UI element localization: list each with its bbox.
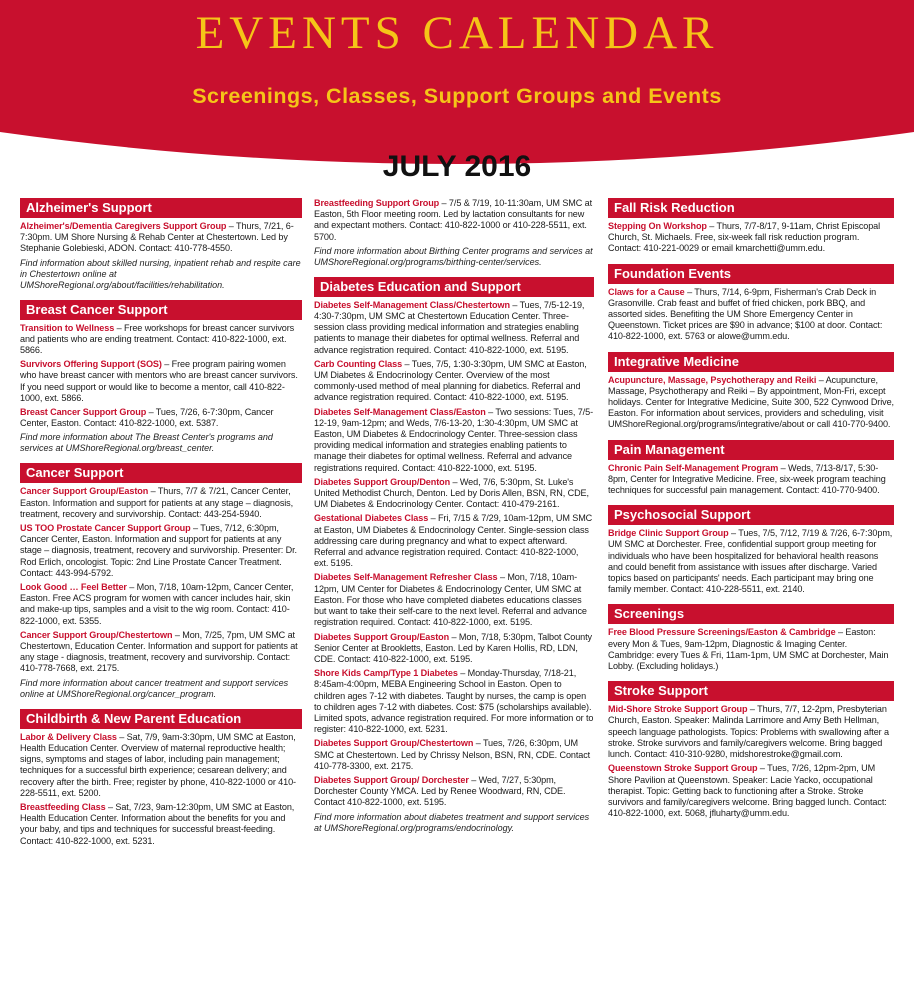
event-details: – Wed, 7/27, 5:30pm, Dorchester County YMCA. Led by Renee Woodward, RN, CDE. Contact 410-822-1000, ext. 5195. (314, 774, 566, 808)
section-heading: Childbirth & New Parent Education (20, 709, 302, 729)
section-heading: Fall Risk Reduction (608, 198, 894, 218)
event-name: Diabetes Support Group/Easton (314, 631, 450, 642)
section-continued (314, 198, 594, 268)
event-entry (608, 627, 894, 672)
event-entry (314, 407, 594, 474)
section-heading: Stroke Support (608, 681, 894, 701)
event-entry (20, 802, 302, 847)
section-heading: Integrative Medicine (608, 352, 894, 372)
section-heading: Cancer Support (20, 463, 302, 483)
event-name: Chronic Pain Self-Management Program (608, 462, 779, 473)
event-entry (608, 528, 894, 595)
event-name: Breast Cancer Support Group (20, 407, 147, 418)
event-details: – Thurs, 7/7-8/17, 9-11am, Christ Episcopal Church, St. Michaels. Free, six-week fall risk reduction program. Contact: 410-221-0029 or email kmarchetti@umm.edu. (608, 221, 881, 254)
event-name: Stepping On Workshop (608, 221, 707, 231)
column-right (608, 198, 894, 828)
section-note: Find information about skilled nursing, inpatient rehab and respite care in Chestertown online at UMShoreRegional.org/about/facilities/rehabilitation. (20, 257, 301, 290)
event-entry (20, 732, 302, 799)
event-details: – Fri, 7/15 & 7/29, 10am-12pm, UM SMC at Easton, UM Diabetes & Endocrinology Center. Single-session class addressing care during pregnancy and what to expect afterward. Referral and advance registration required. Contact: 410-822-1000, ext. 5195. (314, 513, 593, 569)
event-entry (608, 287, 894, 343)
section-integrative-medicine (608, 352, 894, 431)
section-psychosocial-support (608, 505, 894, 595)
event-details: – Mon, 7/18, 10am-12pm, Cancer Center, Easton. Free ACS program for women with cancer includes hair, skin and make-up tips, samples and a visit to the wig room. Contact: 410-822-1000, ext. 5355. (20, 582, 294, 626)
section-heading: Pain Management (608, 440, 894, 460)
event-name: Mid-Shore Stroke Support Group (608, 704, 748, 715)
event-details: – Wed, 7/6, 5:30pm, St. Luke's United Methodist Church, Denton. Led by Doris Allen, BSN, RN, CDE, UM Diabetes & Endocrinology Center. Contact: 410-479-2161. (314, 476, 589, 510)
event-details: – Thurs, 7/7, 12-2pm, Presbyterian Church, Easton. Speaker: Malinda Larrimore and Amy Beth Hellman, speech language pathologists. Topics: Problems with swallowing after a stroke. Stroke survivors and family/caregivers welcome. Bring bagged lunch. Contact: 410-310-9280, midshorestroke@gmail.com. (608, 704, 889, 760)
event-entry (314, 359, 594, 404)
event-entry (20, 323, 302, 357)
event-name: Diabetes Support Group/ Dorchester (314, 774, 469, 785)
event-entry (20, 630, 302, 675)
event-details: – Mon, 7/25, 7pm, UM SMC at Chestertown, Education Center. Information and support for patients at any stage - diagnosis, treatment, recovery and survivorship. Contact: 410-778-7668, ext. 2175. (20, 629, 298, 674)
event-entry (314, 738, 594, 772)
section-cancer-support (20, 463, 302, 699)
section-heading: Diabetes Education and Support (314, 277, 594, 297)
event-details: – Two sessions: Tues, 7/5-12-19, 9am-12pm; and Weds, 7/6-13-20, 1:30-4:30pm, UM SMC at Easton, UM Diabetes & Endocrinology Center. Three-session class providing medical information and strategies enabling patients to manage their diabetes for optimal wellness. Referral and advance registrations required. Contact: 410-822-1000, ext. 5195. (314, 406, 593, 473)
event-details: – Tues, 7/5-12-19, 4:30-7:30pm, UM SMC at Chestertown Education Center. Three-session class providing medical information and strategies enabling patients to manage their diabetes for optimal wellness. Referral and advance registration required. Contact: 410-822-1000, ext. 5195. (314, 299, 585, 355)
section-childbirth-new-parent-education (20, 709, 302, 847)
event-name: Alzheimer's/Dementia Caregivers Support Group (20, 221, 227, 231)
section-screenings (608, 604, 894, 672)
event-entry (314, 775, 594, 809)
event-name: Diabetes Support Group/Chestertown (314, 738, 474, 749)
event-name: Diabetes Support Group/Denton (314, 476, 451, 487)
event-entry (608, 463, 894, 497)
event-name: Free Blood Pressure Screenings/Easton & Cambridge (608, 627, 836, 638)
event-name: Shore Kids Camp/Type 1 Diabetes (314, 668, 458, 679)
event-entry (314, 300, 594, 356)
event-entry (608, 221, 894, 255)
event-details: – Thurs, 7/7 & 7/21, Cancer Center, Easton. Information and support for patients at any stage – diagnosis, treatment, recovery and survivorship. Contact: 443-254-5940. (20, 486, 294, 519)
event-entry (314, 572, 594, 628)
event-details: – Acupuncture, Massage, Psychotherapy and Reiki – By appointment, Mon-Fri, except holidays. Center for Integrative Medicine, Suite 300, 522 Cynwood Drive, Easton. For information about services, providers and scheduling, visit UMShoreRegional.org/programs/integrative/about or call 410-770-9400. (608, 374, 894, 430)
event-entry (20, 486, 302, 520)
event-name: Breastfeeding Class (20, 801, 106, 812)
event-name: Breastfeeding Support Group (314, 198, 440, 208)
event-entry (20, 523, 302, 579)
event-entry (314, 513, 594, 569)
event-entry (608, 763, 894, 819)
event-details: – Tues, 7/12, 6:30pm, Cancer Center, Easton. Information and support for patients at any stage – diagnosis, treatment, recovery and survivorship. Presenter: Dr. Rod Erlich, oncologist. Topic: 2nd Line Prostate Cancer Treatment. Contact: 443-994-5792. (20, 523, 297, 578)
event-details: – Mon, 7/18, 5:30pm, Talbot County Senior Center at Brookletts, Easton. Led by Karen Hollis, RD, LDN, CDE. Contact: 410-822-1000, ext. 5195. (314, 631, 592, 664)
section-heading: Breast Cancer Support (20, 300, 302, 320)
event-details: – Tues, 7/5, 1:30-3:30pm, UM SMC at Easton, UM Diabetes & Endocrinology Center. Overview of the most commonly-used method of meal planning for diabetics. Referral and advance registration required. Contact: 410-822-1000, ext. 5195. (314, 358, 587, 403)
event-name: Carb Counting Class (314, 358, 403, 369)
section-note: Find more information about Birthing Center programs and services at UMShoreRegional.org/programs/birthing-center/services. (314, 245, 593, 267)
event-name: US TOO Prostate Cancer Support Group (20, 523, 191, 534)
event-entry (314, 668, 594, 735)
section-breast-cancer-support (20, 300, 302, 455)
section-stroke-support (608, 681, 894, 819)
section-foundation-events (608, 264, 894, 343)
event-details: – Thurs, 7/21, 6-7:30pm. UM Shore Nursing & Rehab Center at Chestertown. Led by Stephanie Golebieski, ADON. Contact: 410-778-4550. (20, 221, 294, 254)
event-details: – Tues, 7/5, 7/12, 7/19 & 7/26, 6-7:30pm, UM SMC at Dorchester. Free, confidential support group meeting for individuals who have been hospitalized for behavioral health reasons and could benefit from assistance with issues after discharge. Varied topics based on participants' needs. Each participant may bring one family member. Contact: 410-228-5511, ext. 2140. (608, 528, 893, 595)
event-name: Acupuncture, Massage, Psychotherapy and Reiki (608, 374, 817, 385)
event-name: Transition to Wellness (20, 322, 115, 333)
section-alzheimer-s-support (20, 198, 302, 291)
section-fall-risk-reduction (608, 198, 894, 255)
event-details: – Tues, 7/26, 12pm-2pm, UM Shore Pavilion at Queenstown. Speaker: Lacie Yacko, occupational therapist. Topic: Getting back to functioning after a Stroke. Stroke survivors and family/caregivers welcome. Bring bagged lunch. Contact: 410-822-1000, ext. 5068, jfluharty@umm.edu. (608, 763, 887, 819)
event-details: – Tues, 7/26, 6:30pm, UM SMC at Chestertown. Led by Chrissy Nelson, BSN, RN, CDE. Contact 410-778-3300, ext. 2175. (314, 738, 591, 771)
event-name: Queenstown Stroke Support Group (608, 763, 758, 774)
event-details: – Monday-Thursday, 7/18-21, 8:45am-4:00pm, MEBA Engineering School in Easton. Open to children ages 7-12 with diabetes. Taught by nurses, the camp is open to children ages 7-12 with diabetes. Cost: $75 (scholarships available). Limited spots, advance registration required. For more information or to register: 410-822-1000, ext. 5231. (314, 668, 594, 735)
section-heading: Screenings (608, 604, 894, 624)
event-entry (608, 704, 894, 760)
event-name: Diabetes Self-Management Refresher Class (314, 572, 498, 583)
month-heading: JULY 2016 (382, 150, 532, 183)
event-details: – Tues, 7/26, 6-7:30pm, Cancer Center, Easton. Contact: 410-822-1000, ext. 5387. (20, 407, 274, 429)
event-details: – Weds, 7/13-8/17, 5:30-8pm, Center for Integrative Medicine. Free, six-week program teaching techniques for successful pain management. Contact: 410-770-9400. (608, 462, 886, 496)
event-entry (20, 359, 302, 404)
event-entry (20, 221, 302, 255)
event-details: – Mon, 7/18, 10am-12pm, UM Center for Diabetes & Endocrinology Center, UM SMC at Easton. For those who have completed diabetes educations classes but want to take their self-care to the next level. Referral and advance registration required. Contact: 410-822-1000, ext. 5195. (314, 572, 587, 628)
event-entry (20, 407, 302, 429)
section-heading: Alzheimer's Support (20, 198, 302, 218)
event-name: Cancer Support Group/Chestertown (20, 629, 173, 640)
event-name: Diabetes Self-Management Class/Chestertown (314, 299, 510, 310)
event-name: Diabetes Self-Management Class/Easton (314, 406, 486, 417)
page-subtitle: Screenings, Classes, Support Groups and Events (192, 84, 722, 108)
event-name: Cancer Support Group/Easton (20, 486, 149, 497)
event-details: – Sat, 7/23, 9am-12:30pm, UM SMC at Easton, Health Education Center. Information about the benefits for you and your baby, and tips and techniques for successful breast-feeding. Contact: 410-822-1000, ext. 5231. (20, 801, 295, 846)
event-details: – Free program pairing women who have breast cancer with mentors who are breast cancer survivors. If you need support or would like to become a mentor, call 410-822-1000, ext. 5866. (20, 359, 298, 403)
section-diabetes-education-and-support (314, 277, 594, 834)
event-name: Survivors Offering Support (SOS) (20, 359, 162, 370)
section-note: Find more information about cancer treatment and support services online at UMShoreRegional.org/cancer_program. (20, 677, 289, 699)
event-name: Bridge Clinic Support Group (608, 528, 729, 539)
event-details: – Free workshops for breast cancer survivors and patients who are ending treatment. Contact: 410-822-1000, ext. 5866. (20, 322, 295, 356)
column-left (20, 198, 302, 856)
event-details: – 7/5 & 7/19, 10-11:30am, UM SMC at Easton, 5th Floor meeting room. Led by lactation consultants for new and expectant mothers. Contact: 410-822-1000 or 410-228-5511, ext. 5700. (314, 198, 593, 242)
event-name: Claws for a Cause (608, 286, 685, 297)
event-entry (20, 582, 302, 627)
section-note: Find more information about diabetes treatment and support services at UMShoreRegional.org/programs/endocrinology. (314, 811, 590, 833)
section-heading: Psychosocial Support (608, 505, 894, 525)
section-pain-management (608, 440, 894, 497)
event-name: Look Good … Feel Better (20, 582, 127, 593)
event-entry (608, 375, 894, 431)
event-details: – Thurs, 7/14, 6-9pm, Fisherman's Crab Deck in Grasonville. Crab feast and buffet of fried chicken, pork BBQ, and assorted sides. Benefiting the UM Shore Emergency Center in Queenstown. Ticket prices are $90 in advance; $100 at door. Contact: 410-822-1000, ext. 5763 or alowe@umm.edu. (608, 286, 883, 342)
page-title: EVENTS CALENDAR (195, 7, 719, 59)
event-name: Gestational Diabetes Class (314, 513, 429, 524)
section-note: Find more information about The Breast Center's programs and services at UMShoreRegional.org/breast_center. (20, 432, 273, 454)
event-entry (314, 198, 594, 243)
event-details: – Sat, 7/9, 9am-3:30pm, UM SMC at Easton, Health Education Center. Overview of maternal reproductive health; signs, symptoms and stages of labor, including pain management; techniques for a successful birth experience; cesarean delivery; and recovery after the birth. Free; register by phone, 410-822-1000 or 410-228-5511, ext. 5200. (20, 731, 296, 798)
section-heading: Foundation Events (608, 264, 894, 284)
column-middle (314, 198, 594, 843)
event-name: Labor & Delivery Class (20, 731, 117, 742)
event-entry (314, 477, 594, 511)
event-entry (314, 632, 594, 666)
event-details: – Easton: every Mon & Tues, 9am-12pm, Diagnostic & Imaging Center. Cambridge: every Tues & Fri, 11am-1pm, UM SMC at Dorchester, Main Lobby. (Excluding holidays.) (608, 627, 889, 672)
